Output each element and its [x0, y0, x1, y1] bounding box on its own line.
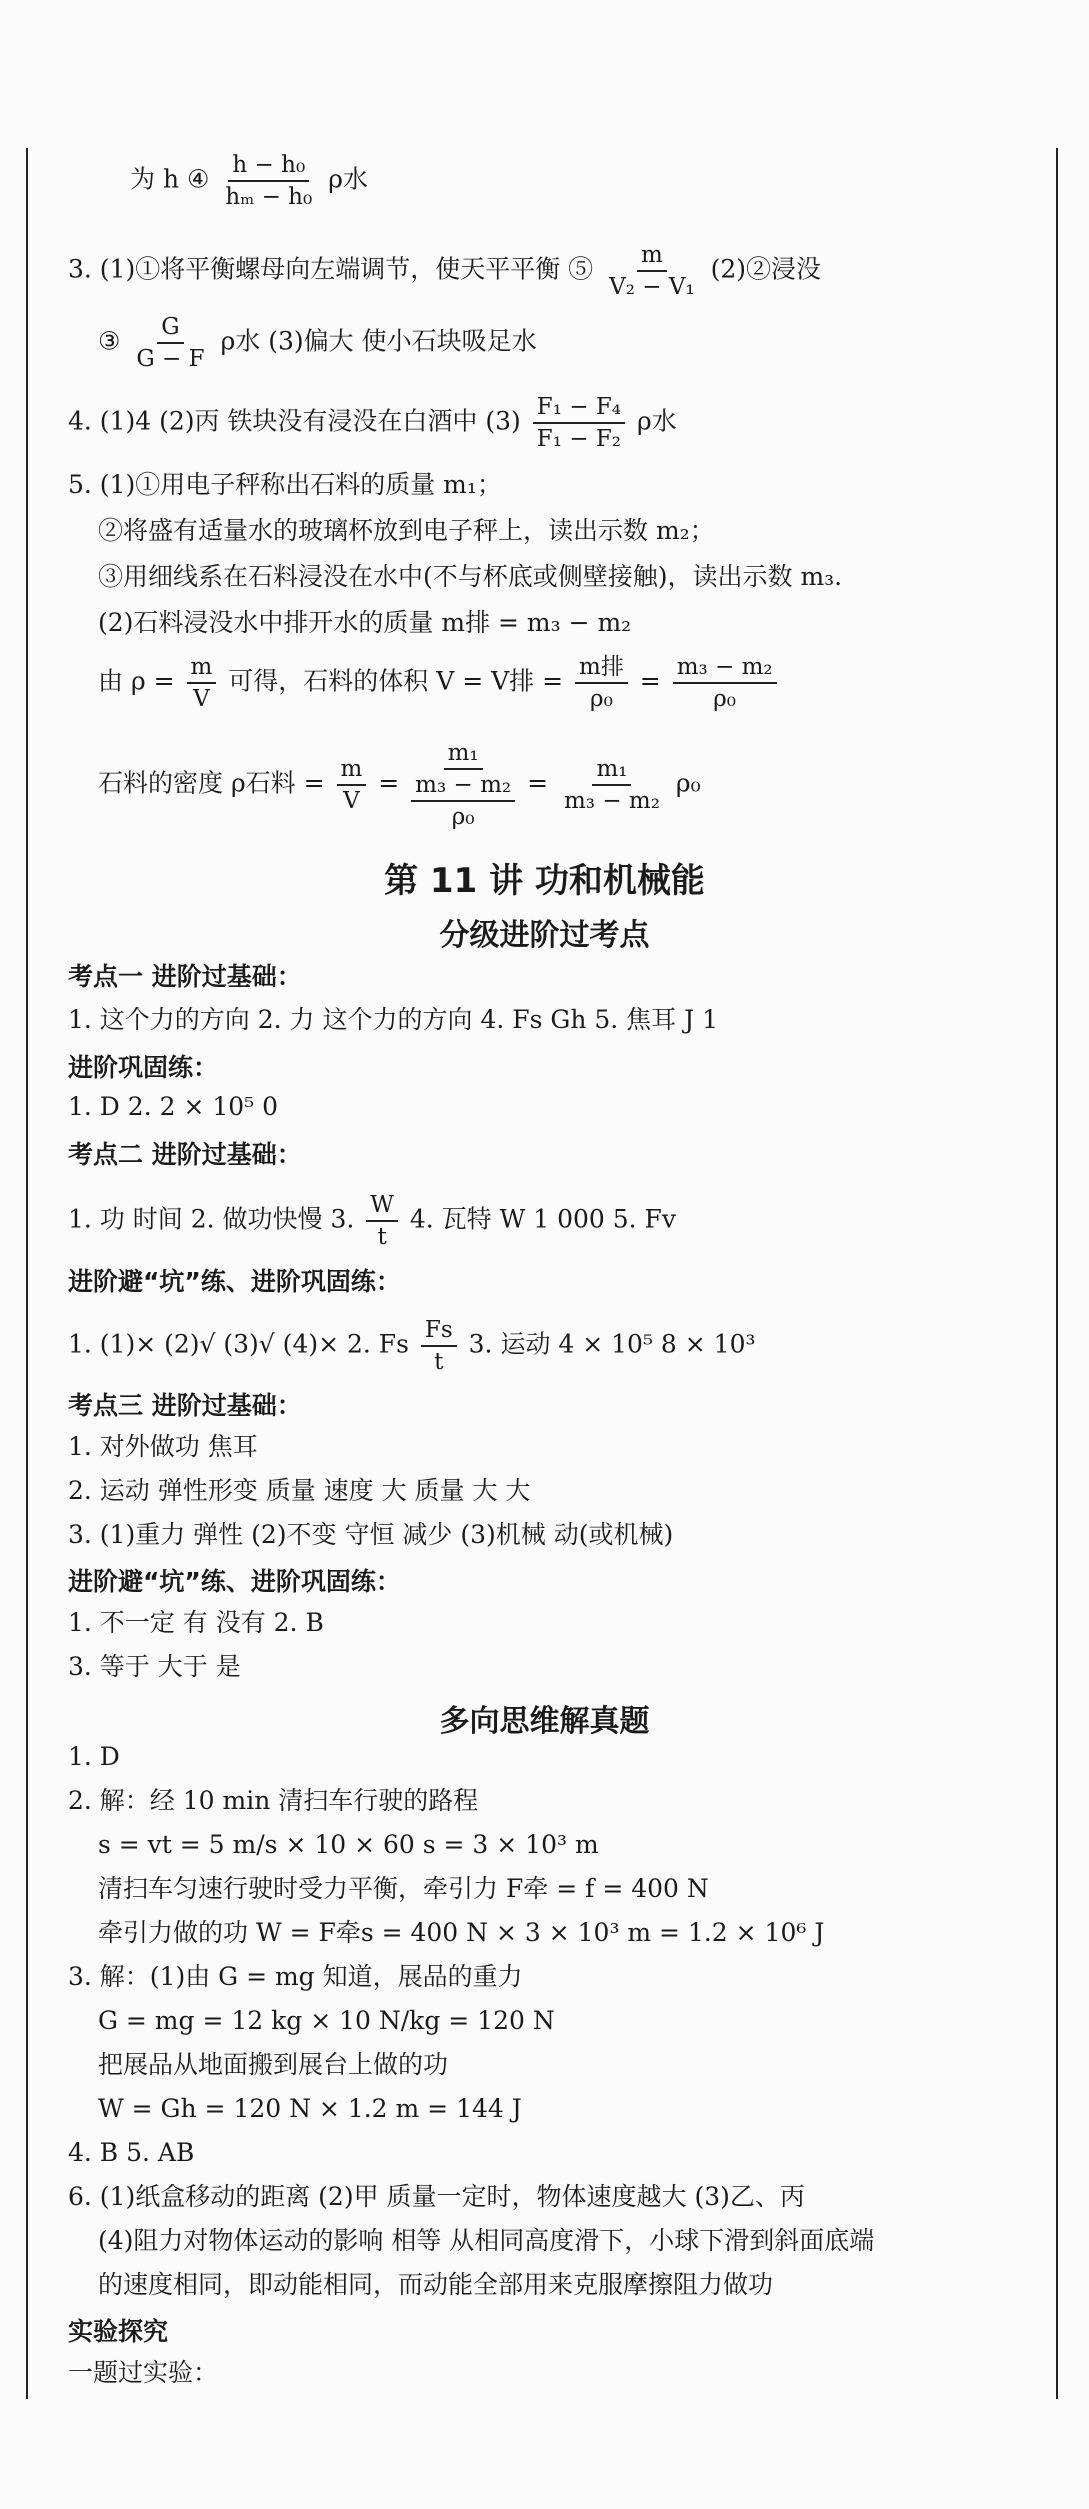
- answer-line: ③用细线系在石料浸没在水中(不与杯底或侧壁接触)，读出示数 m₃.: [98, 562, 843, 591]
- answer-line: (2)石料浸没水中排开水的质量 m排 = m₃ − m₂: [98, 608, 632, 637]
- answer-line: 为 h ④ $\frac{\text{h − h₀}}{\text{hₘ − h₀}}$ ρ水: [130, 152, 368, 210]
- answer-line: 1. D 2. 2 × 10⁵ 0: [68, 1092, 279, 1121]
- answer-line: 1. 不一定 有 没有 2. B: [68, 1608, 324, 1637]
- answer-line: 由 ρ = $\frac{m}{V}$ 可得，石料的体积 V = V排 = $\frac{\text{m排}}{\text{ρ₀}}$ = $\frac{\text{m₃ − m₂}}{\text{ρ₀}}$: [98, 652, 1049, 714]
- subsection-heading: 进阶避“坑”练、进阶巩固练：: [68, 1567, 401, 1596]
- subsection-heading: 进阶巩固练：: [68, 1053, 219, 1082]
- answer-line: 牵引力做的功 W = F牵s = 400 N × 3 × 10³ m = 1.2 × 10⁶ J: [98, 1918, 825, 1947]
- answer-line: 4. (1)4 (2)丙 铁块没有浸没在白酒中 (3) $\frac{\text{F₁ − F₄}}{\text{F₁ − F₂}}$ ρ水: [68, 394, 677, 452]
- answer-line: 的速度相同，即动能相同，而动能全部用来克服摩擦阻力做功: [98, 2270, 774, 2299]
- subsection-heading: 考点一 进阶过基础：: [68, 962, 302, 991]
- subsection-heading: 考点三 进阶过基础：: [68, 1391, 302, 1420]
- answer-line: 3. 解：(1)由 G = mg 知道，展品的重力: [68, 1962, 523, 1991]
- left-margin-rule: [26, 148, 28, 2399]
- answer-line: 6. (1)纸盒移动的距离 (2)甲 质量一定时，物体速度越大 (3)乙、丙: [68, 2182, 805, 2211]
- answer-line: 3. (1)重力 弹性 (2)不变 守恒 减少 (3)机械 动(或机械): [68, 1520, 674, 1549]
- answer-line: 1. 这个力的方向 2. 力 这个力的方向 4. Fs Gh 5. 焦耳 J 1: [68, 1005, 719, 1034]
- answer-line: s = vt = 5 m/s × 10 × 60 s = 3 × 10³ m: [98, 1830, 599, 1859]
- answer-line: 把展品从地面搬到展台上做的功: [98, 2050, 449, 2079]
- answer-line: 5. (1)①用电子秤称出石料的质量 m₁；: [68, 470, 502, 499]
- section-title: 分级进阶过考点: [439, 918, 650, 953]
- answer-line: ②将盛有适量水的玻璃杯放到电子秤上，读出示数 m₂；: [98, 516, 715, 545]
- answer-line: 3. 等于 大于 是: [68, 1652, 241, 1681]
- lecture-title: 第 11 讲 功和机械能: [384, 861, 705, 901]
- answer-line: 1. (1)× (2)√ (3)√ (4)× 2. Fs $\frac{Fs}{t}$ 3. 运动 4 × 10⁵ 8 × 10³: [68, 1317, 756, 1375]
- answer-line: 1. 对外做功 焦耳: [68, 1432, 258, 1461]
- answer-line: 4. B 5. AB: [68, 2138, 195, 2167]
- answer-line: ③ $\frac{G}{G - F}$ ρ水 (3)偏大 使小石块吸足水: [98, 314, 537, 372]
- answer-line: 2. 运动 弹性形变 质量 速度 大 质量 大 大: [68, 1476, 531, 1505]
- answer-line: 2. 解：经 10 min 清扫车行驶的路程: [68, 1786, 479, 1815]
- answer-line: G = mg = 12 kg × 10 N/kg = 120 N: [98, 2006, 555, 2035]
- answer-line: 1. D: [68, 1742, 120, 1771]
- subsection-heading: 进阶避“坑”练、进阶巩固练：: [68, 1267, 401, 1296]
- subsection-heading: 考点二 进阶过基础：: [68, 1140, 302, 1169]
- answer-line: 1. 功 时间 2. 做功快慢 3. $\frac{W}{t}$ 4. 瓦特 W 1 000 5. Fv: [68, 1192, 677, 1250]
- answer-line: 清扫车匀速行驶时受力平衡，牵引力 F牵 = f = 400 N: [98, 1874, 709, 1903]
- section-heading: 实验探究: [68, 2317, 169, 2346]
- answer-line: 一题过实验：: [68, 2358, 219, 2387]
- answer-line: 石料的密度 ρ石料 = $\frac{m}{V}$ = m₁ m₃ − m₂ ρ₀ = $\frac{\text{m₁}}{\text{m₃ − m₂}}$ ρ₀: [98, 740, 701, 830]
- answer-line: W = Gh = 120 N × 1.2 m = 144 J: [98, 2094, 522, 2123]
- section-title: 多向思维解真题: [439, 1704, 650, 1739]
- answer-line: 3. (1)①将平衡螺母向左端调节，使天平平衡 ⑤ $\frac{m}{\text{V₂ − V₁}}$ (2)②浸没: [68, 242, 822, 300]
- answer-line: (4)阻力对物体运动的影响 相等 从相同高度滑下，小球下滑到斜面底端: [98, 2226, 875, 2255]
- right-margin-rule: [1056, 148, 1058, 2399]
